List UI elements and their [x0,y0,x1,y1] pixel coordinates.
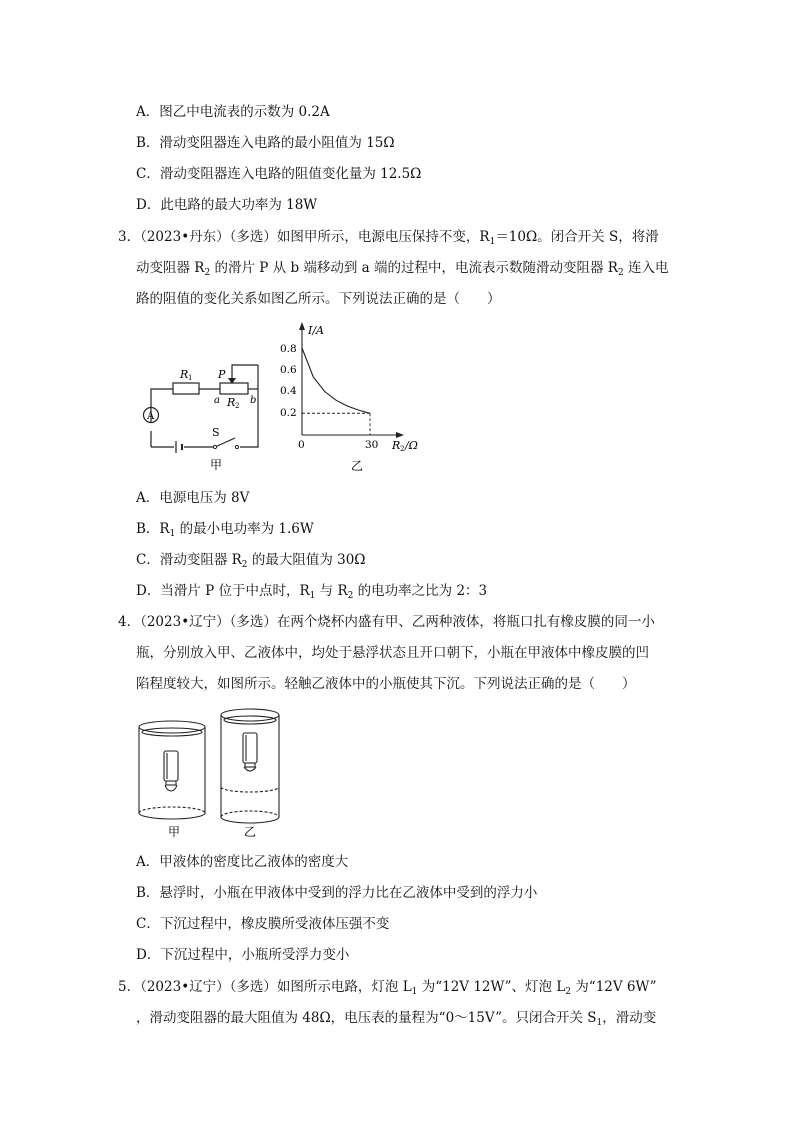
y-tick-label: 0.8 [280,343,297,355]
x-axis-arrow-icon [396,432,404,438]
svg-text:R: R [227,396,236,409]
svg-text:2: 2 [235,402,240,410]
figure-caption: 乙 [351,459,364,473]
y-axis-arrow-icon [299,322,305,330]
circuit-figure-jia [140,345,275,475]
figure-caption-yi: 乙 [244,825,257,839]
y-tick-label: 0.4 [280,385,297,397]
q3-option-c: C．滑动变阻器 $R_2$ 的最大阻值为 30Ω [136,552,366,570]
q3-line-2: 动变阻器 $R_2$ 的滑片 P 从 b 端移动到 a 端的过程中，电流表示数随滑动变阻器 $R_2$ 连入电 [136,260,669,278]
q4-option-b: B．悬浮时，小瓶在甲液体中受到的浮力比在乙液体中受到的浮力小 [136,885,538,901]
svg-text:P: P [218,368,226,381]
x-axis-label: R [392,439,401,452]
svg-text:A: A [147,411,155,422]
svg-text:/Ω: /Ω [405,439,418,452]
y-tick-label: 0.2 [280,407,297,419]
option-d: D．此电路的最大功率为 18W [136,197,318,213]
q4-option-d: D．下沉过程中，小瓶所受浮力变小 [136,947,350,963]
graph-figure-yi [275,318,435,478]
beaker-jia-icon [139,721,205,819]
svg-text:b: b [250,395,257,406]
svg-text:S: S [212,426,220,439]
q4-line-3: 陷程度较大，如图所示。轻触乙液体中的小瓶使其下沉。下列说法正确的是（ ） [136,676,636,692]
y-tick-label: 0.6 [280,364,297,376]
q3-option-d: D．当滑片 P 位于中点时，$R_1$ 与 $R_2$ 的电功率之比为 2：3 [136,583,488,601]
data-curve [302,348,370,413]
option-b: B．滑动变阻器连入电路的最小阻值为 15Ω [136,135,395,151]
q5-line-1: 5．（2023•辽宁）（多选）如图所示电路，灯泡 $L_1$ 为“12V 12W”、灯泡 $L_2$ 为“12V 6W” [118,979,657,997]
x-tick-label: 0 [298,439,305,451]
svg-text:甲: 甲 [210,458,223,472]
q5-line-2: ，滑动变阻器的最大阻值为 48Ω，电压表的量程为“0～15V”。只闭合开关 $S_1$，滑动变 [136,1010,657,1028]
beaker-yi-icon [221,709,279,823]
q3-option-a: A．电源电压为 8V [136,490,250,506]
q4-option-c: C．下沉过程中，橡皮膜所受液体压强不变 [136,916,390,932]
svg-text:2: 2 [400,445,405,453]
svg-text:1: 1 [188,374,193,382]
y-axis-label: I/A [308,324,324,337]
q3-line-1: 3．（2023•丹东）（多选）如图甲所示，电源电压保持不变，$R_1=10\Omega$。闭合开关 S，将滑 [118,229,659,247]
svg-text:R: R [180,368,189,381]
beakers-figure [132,703,292,843]
x-tick-label: 30 [365,439,379,451]
option-c: C．滑动变阻器连入电路的阻值变化量为 12.5Ω [136,166,422,182]
q4-line-2: 瓶，分别放入甲、乙液体中，均处于悬浮状态且开口朝下，小瓶在甲液体中橡皮膜的凹 [136,645,649,661]
q3-line-3: 路的阻值的变化关系如图乙所示。下列说法正确的是（ ） [136,291,501,307]
q3-option-b: B．$R_1$ 的最小电功率为 1.6W [136,521,314,539]
q4-line-1: 4．（2023•辽宁）（多选）在两个烧杯内盛有甲、乙两种液体，将瓶口扎有橡皮膜的同一小 [118,614,655,630]
q4-option-a: A．甲液体的密度比乙液体的密度大 [136,854,349,870]
option-a: A．图乙中电流表的示数为 0.2A [136,104,330,120]
svg-text:a: a [214,395,220,406]
figure-caption-jia: 甲 [168,825,181,839]
